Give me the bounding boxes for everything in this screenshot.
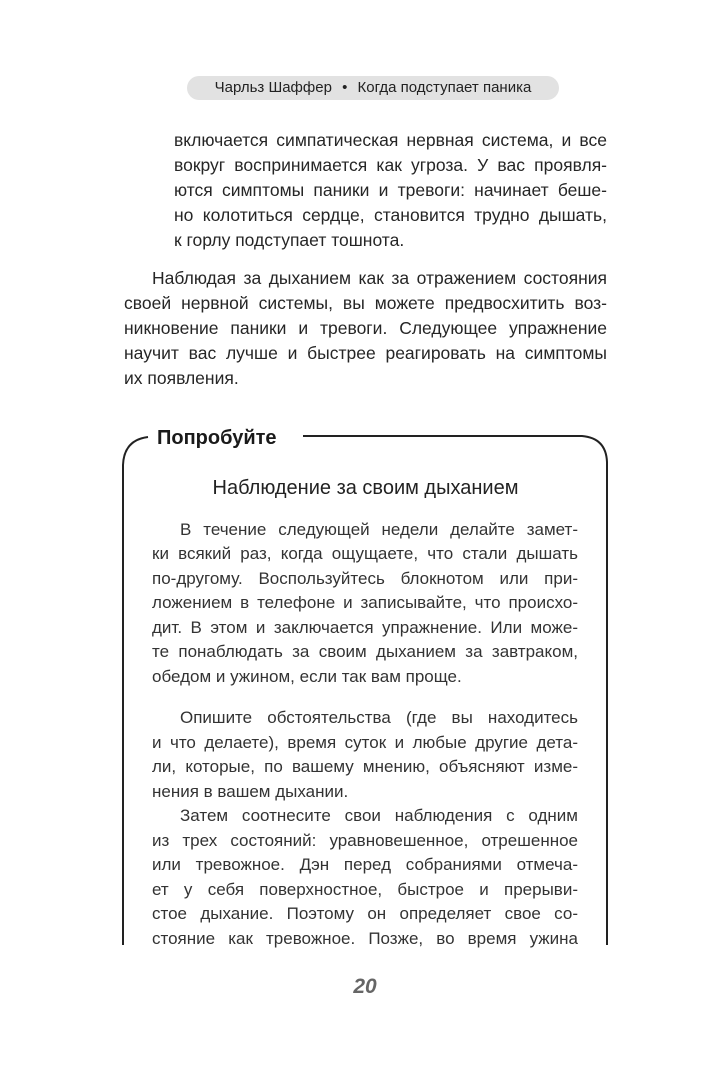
text-line: вокруг воспринимается как угроза. У вас проявля- <box>174 155 607 175</box>
text-line: из трех состояний: уравновешенное, отрешенное <box>152 831 578 850</box>
text-line: В течение следующей недели делайте замет- <box>180 520 578 539</box>
text-line: и что делаете), время суток и любые другие дета- <box>152 733 578 752</box>
text-line: по-другому. Воспользуйтесь блокнотом или при- <box>152 569 578 588</box>
text-line: включается симпатическая нервная система, и все <box>174 130 607 150</box>
text-line: своей нервной системы, вы можете предвосхитить воз- <box>124 293 607 313</box>
text-line: ет у себя поверхностное, быстрое и прерыви- <box>152 880 578 899</box>
text-line: Затем соотнесите свои наблюдения с одним <box>180 806 578 825</box>
header-author: Чарльз Шаффер <box>214 79 332 96</box>
header-book-title: Когда подступает паника <box>357 79 532 96</box>
text-line: но колотиться сердце, становится трудно дышать, <box>174 205 607 225</box>
text-line: или тревожное. Дэн перед собраниями отмеча- <box>152 855 578 874</box>
text-line: никновение паники и тревоги. Следующее упражнение <box>124 318 607 338</box>
header-separator: • <box>342 79 348 96</box>
exercise-title: Наблюдение за своим дыханием <box>212 477 519 499</box>
text-line: Опишите обстоятельства (где вы находитесь <box>180 708 578 727</box>
text-line: научит вас лучше и быстрее реагировать на симптомы <box>124 343 607 363</box>
text-line: ложением в телефоне и записывайте, что происхо- <box>152 593 578 612</box>
try-box-label: Попробуйте <box>157 427 277 449</box>
text-line: Наблюдая за дыханием как за отражением состояния <box>152 268 607 288</box>
text-line: дит. В этом и заключается упражнение. Или може- <box>152 618 578 637</box>
text-line: стояние как тревожное. Позже, во время ужина <box>152 929 578 948</box>
text-line: стое дыхание. Поэтому он определяет свое со- <box>152 904 578 923</box>
text-line: обедом и ужином, если так вам проще. <box>152 667 462 686</box>
text-line: нения в вашем дыхании. <box>152 782 349 801</box>
text-line: их появления. <box>124 368 239 388</box>
text-line: ли, которые, по вашему мнению, объясняют изме- <box>152 757 578 776</box>
text-line: ки всякий раз, когда ощущаете, что стали дышать <box>152 544 578 563</box>
text-line: ются симптомы паники и тревоги: начинает беше- <box>174 180 607 200</box>
text-line: те понаблюдать за своим дыханием за завтраком, <box>152 642 578 661</box>
text-line: к горлу подступает тошнота. <box>174 230 405 250</box>
page-number: 20 <box>353 975 377 998</box>
